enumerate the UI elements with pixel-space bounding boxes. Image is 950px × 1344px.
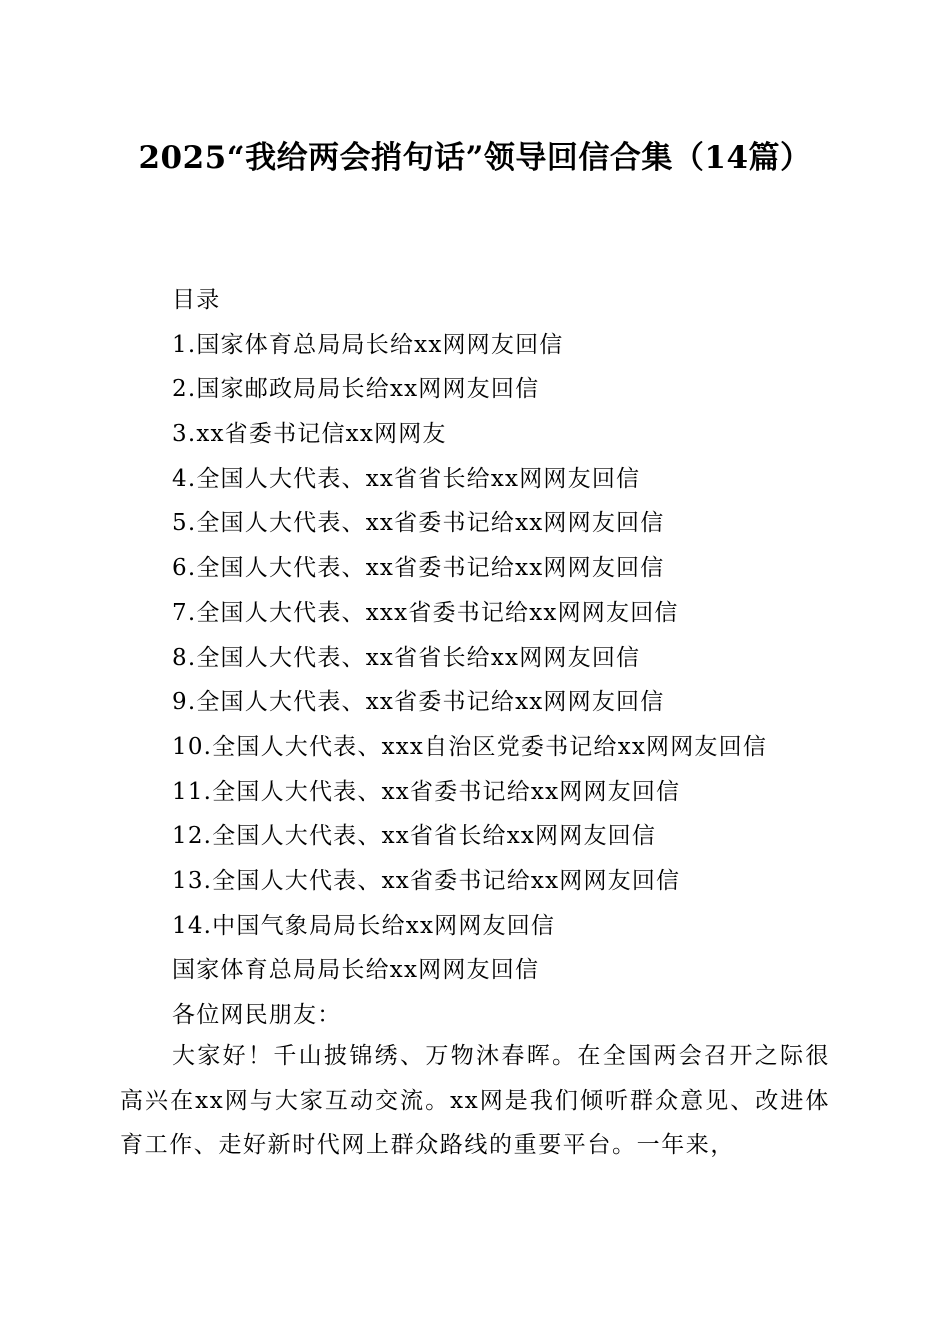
toc-item: 14.中国气象局局长给xx网网友回信 — [172, 912, 556, 939]
table-of-contents — [172, 278, 872, 1038]
toc-item: 3.xx省委书记信xx网网友 — [172, 421, 447, 448]
document-title: 2025“我给两会捎句话”领导回信合集（14篇） — [138, 140, 812, 176]
body-paragraph: 大家好！千山披锦绣、万物沐春晖。在全国两会召开之际很高兴在xx网与大家互动交流。xx网是我们倾听群众意见、改进体育工作、走好新时代网上群众路线的重要平台。一年来， — [120, 1043, 830, 1159]
section-heading: 国家体育总局局长给xx网网友回信 — [172, 957, 540, 984]
toc-item: 4.全国人大代表、xx省省长给xx网网友回信 — [172, 465, 641, 492]
toc-item: 11.全国人大代表、xx省委书记给xx网网友回信 — [172, 778, 681, 805]
toc-item: 10.全国人大代表、xxx自治区党委书记给xx网网友回信 — [172, 733, 768, 760]
toc-item: 12.全国人大代表、xx省省长给xx网网友回信 — [172, 823, 657, 850]
toc-item: 2.国家邮政局局长给xx网网友回信 — [172, 376, 540, 403]
toc-item: 13.全国人大代表、xx省委书记给xx网网友回信 — [172, 867, 681, 894]
toc-item: 6.全国人大代表、xx省委书记给xx网网友回信 — [172, 555, 665, 582]
toc-item: 8.全国人大代表、xx省省长给xx网网友回信 — [172, 644, 641, 671]
salutation: 各位网民朋友： — [172, 1002, 342, 1028]
toc-heading: 目录 — [172, 287, 221, 313]
toc-item: 5.全国人大代表、xx省委书记给xx网网友回信 — [172, 510, 665, 537]
toc-item: 9.全国人大代表、xx省委书记给xx网网友回信 — [172, 689, 665, 716]
toc-item: 1.国家体育总局局长给xx网网友回信 — [172, 331, 564, 358]
toc-item: 7.全国人大代表、xxx省委书记给xx网网友回信 — [172, 599, 679, 626]
